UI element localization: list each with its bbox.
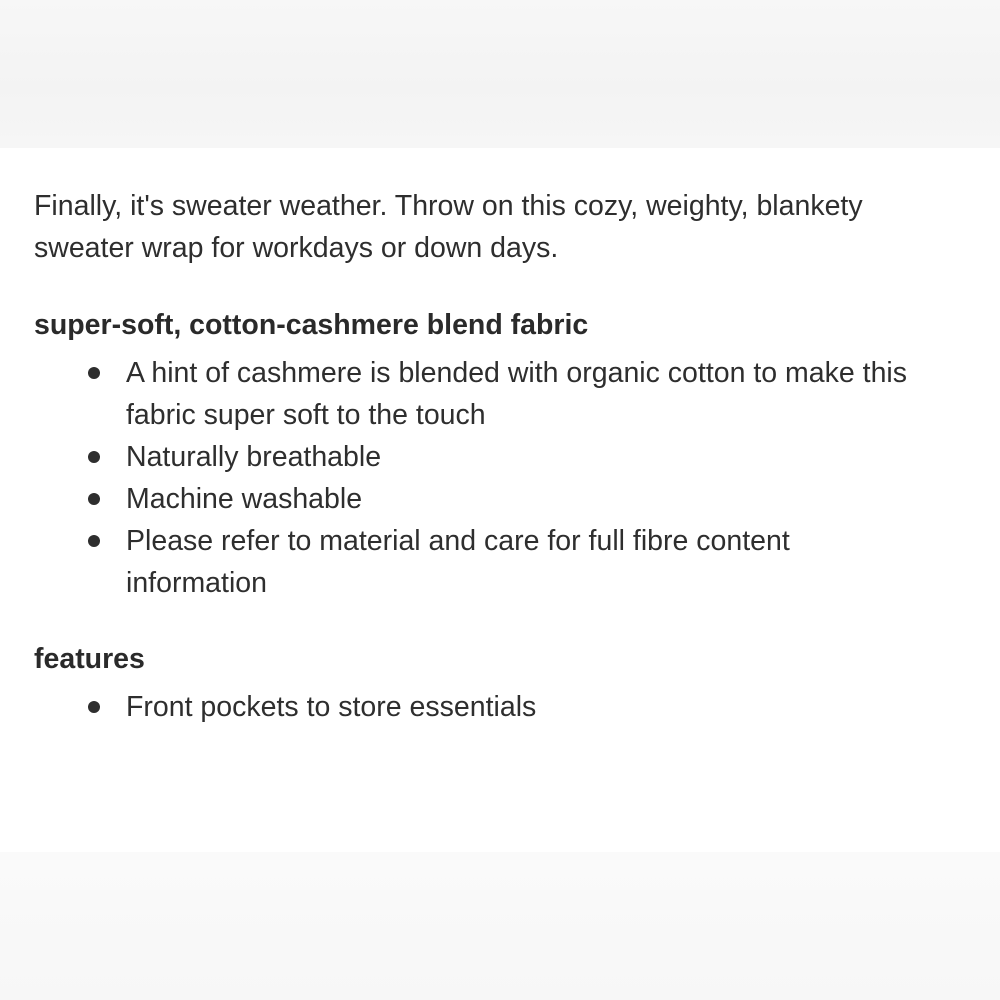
list-item xyxy=(126,686,926,728)
list-item-text: Front pockets to store essentials xyxy=(126,691,537,723)
intro-paragraph: Finally, it's sweater weather. Throw on this cozy, weighty, blankety sweater wrap for workdays or down days. xyxy=(34,190,863,264)
bullet-icon xyxy=(88,701,100,713)
bullet-icon xyxy=(88,535,100,547)
list-item xyxy=(126,520,926,604)
features-bullet-list xyxy=(34,686,926,728)
list-item-text: Please refer to material and care for full fibre content information xyxy=(126,525,790,599)
bullet-icon xyxy=(88,493,100,505)
list-item-text: A hint of cashmere is blended with organic cotton to make this fabric super soft to the touch xyxy=(126,357,908,431)
bullet-icon xyxy=(88,367,100,379)
section-heading-fabric: super-soft, cotton-cashmere blend fabric xyxy=(34,309,589,341)
bullet-icon xyxy=(88,451,100,463)
description-content xyxy=(34,185,974,728)
bottom-fade-background xyxy=(0,852,1000,1000)
fabric-bullet-list xyxy=(34,352,926,604)
list-item xyxy=(126,436,926,478)
top-fade-background xyxy=(0,0,1000,148)
section-heading-features: features xyxy=(34,643,145,675)
list-item xyxy=(126,478,926,520)
list-item-text: Naturally breathable xyxy=(126,441,382,473)
list-item-text: Machine washable xyxy=(126,483,363,515)
list-item xyxy=(126,352,926,436)
